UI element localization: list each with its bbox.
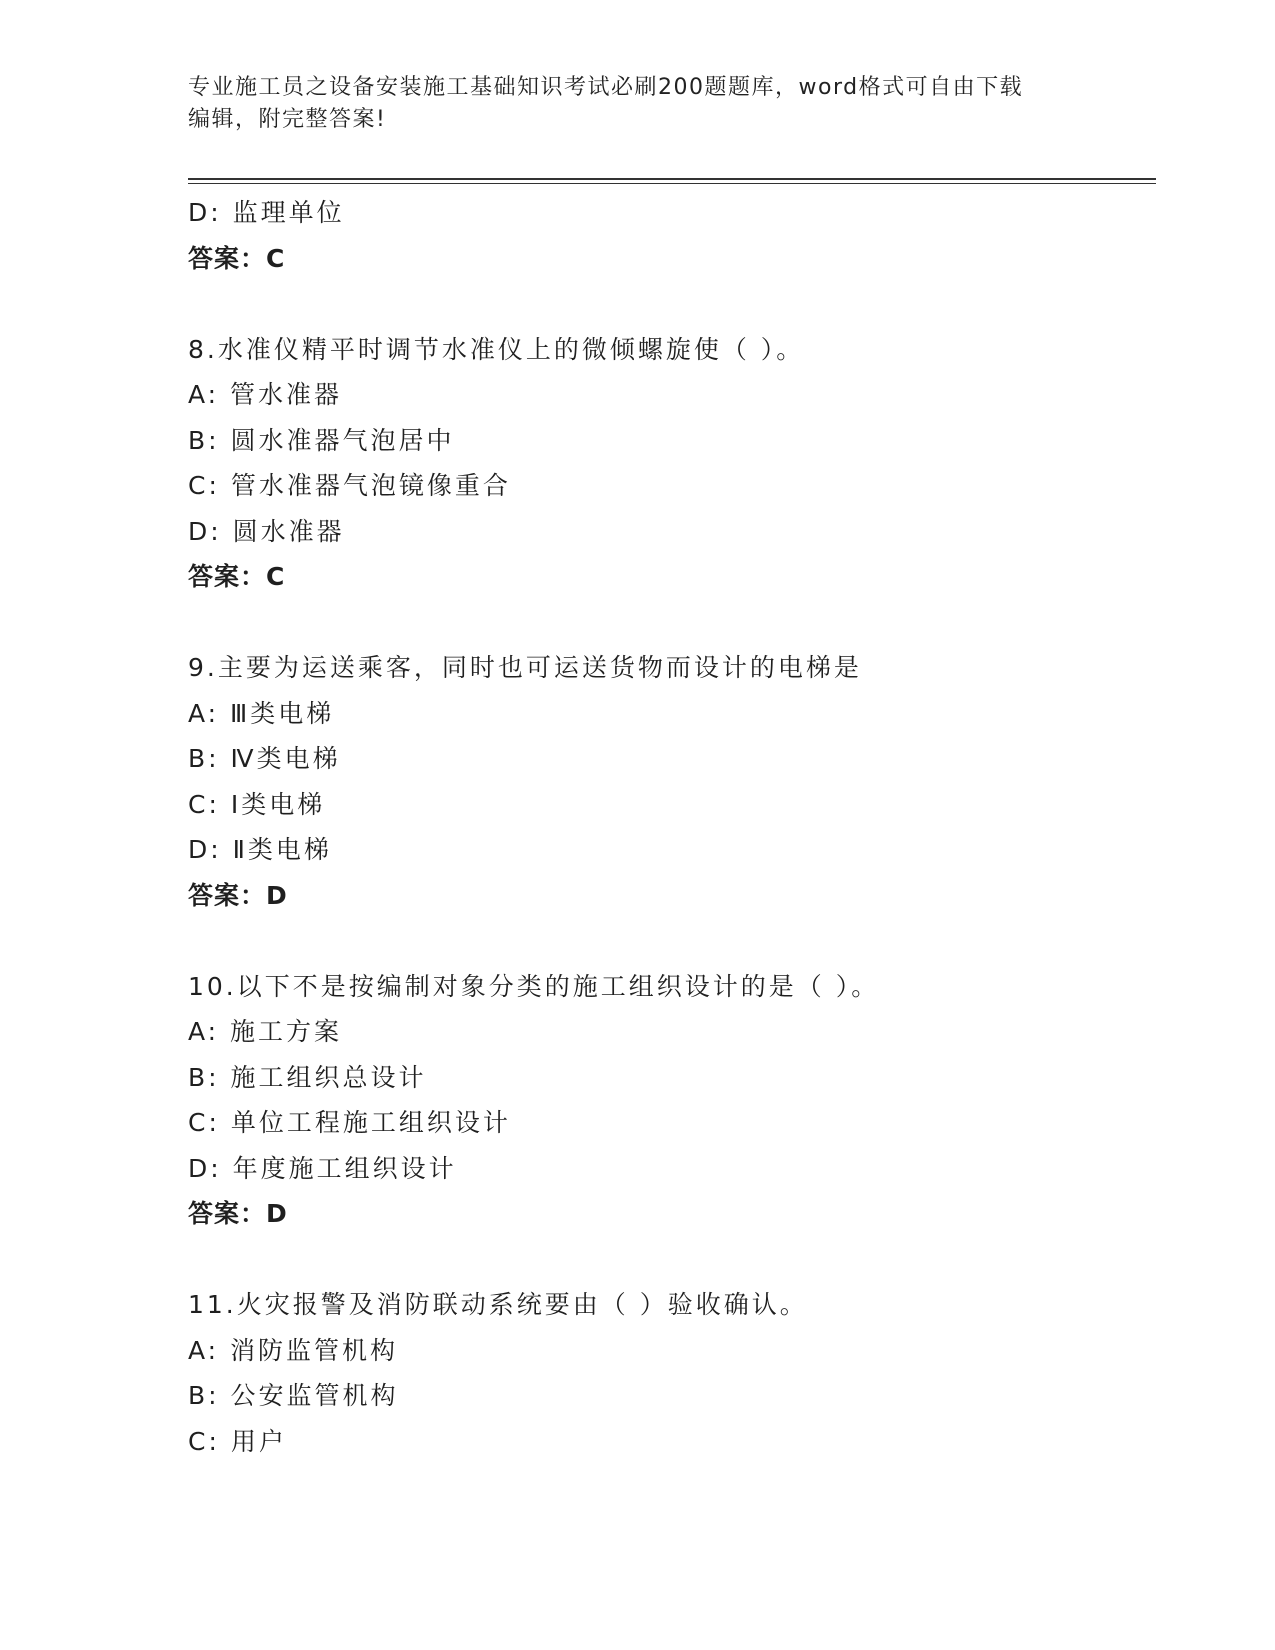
option-text: B: 公安监管机构 [188, 1381, 399, 1410]
question-text: 9.主要为运送乘客，同时也可运送货物而设计的电梯是 [188, 653, 862, 682]
header-divider-thick [188, 178, 1156, 180]
option-text: A: 管水准器 [188, 380, 343, 409]
answer-text: 答案：D [188, 1199, 288, 1228]
block-spacer [188, 918, 1156, 964]
option-text: C: 管水准器气泡镜像重合 [188, 471, 511, 500]
document-header [188, 72, 1088, 136]
option-text: D: 圆水准器 [188, 516, 345, 546]
question-block [188, 964, 1156, 1237]
header-divider-thin [188, 183, 1156, 184]
question-text: 11.火灾报警及消防联动系统要由（ ）验收确认。 [188, 1290, 808, 1319]
option-text: D: 年度施工组织设计 [188, 1153, 457, 1183]
option-text: A: 消防监管机构 [188, 1335, 399, 1365]
question-list [188, 190, 1156, 1464]
block-spacer [188, 1237, 1156, 1283]
option-text: B: Ⅳ类电梯 [188, 744, 341, 773]
option-text: B: 圆水准器气泡居中 [188, 425, 455, 455]
answer-text: 答案：C [188, 562, 286, 591]
block-spacer [188, 281, 1156, 327]
answer-text: 答案：D [188, 880, 288, 910]
option-text: D: Ⅱ类电梯 [188, 835, 332, 864]
option-text: B: 施工组织总设计 [188, 1062, 427, 1092]
option-text: C: 单位工程施工组织设计 [188, 1108, 511, 1137]
question-block [188, 1282, 1156, 1464]
question-block [188, 645, 1156, 918]
question-block [188, 327, 1156, 600]
option-text: D: 监理单位 [188, 198, 345, 227]
question-block [188, 190, 1156, 281]
option-text: C: Ⅰ类电梯 [188, 789, 326, 819]
header-title-line-1: 专业施工员之设备安装施工基础知识考试必刷200题题库，word格式可自由下载 [188, 75, 1024, 100]
answer-text: 答案：C [188, 243, 286, 273]
block-spacer [188, 600, 1156, 646]
question-text: 8.水准仪精平时调节水准仪上的微倾螺旋使（ ）。 [188, 334, 805, 364]
option-text: A: 施工方案 [188, 1017, 343, 1046]
option-text: C: 用户 [188, 1426, 287, 1456]
question-text: 10.以下不是按编制对象分类的施工组织设计的是（ ）。 [188, 971, 880, 1001]
header-title-line-2: 编辑，附完整答案! [188, 107, 387, 132]
option-text: A: Ⅲ类电梯 [188, 698, 335, 728]
